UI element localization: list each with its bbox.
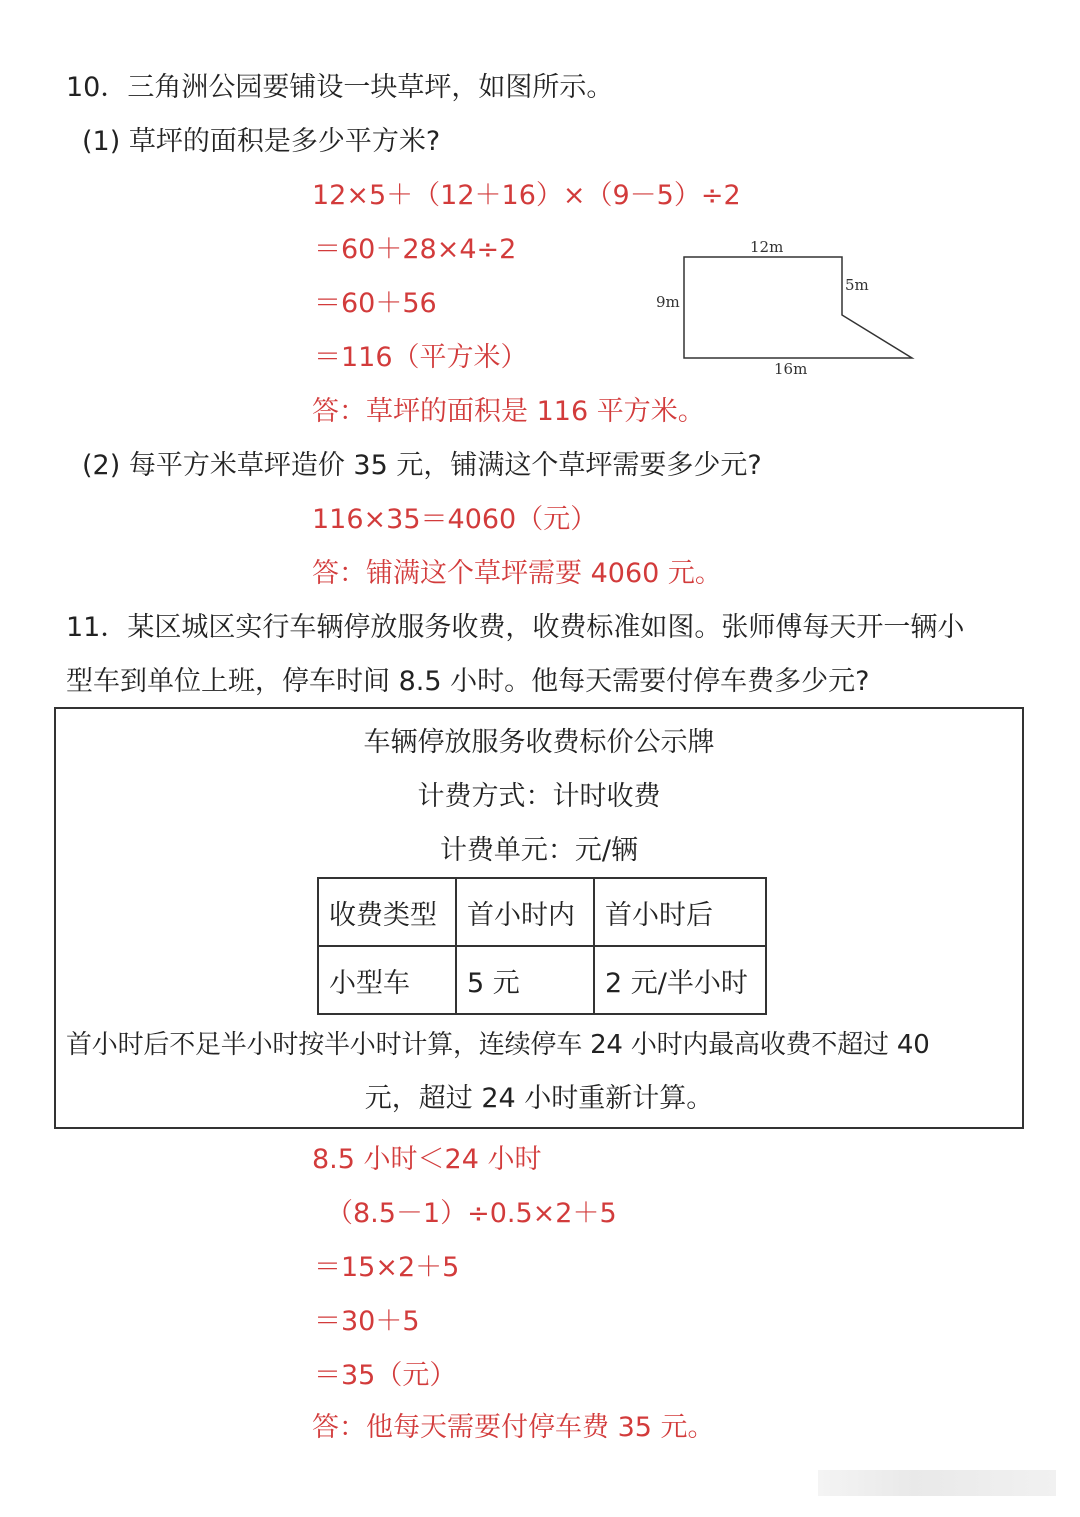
watermark-blur — [818, 1470, 1056, 1496]
notice-title: 车辆停放服务收费标价公示牌 — [363, 727, 715, 758]
table-cell: 2 元/半小时 — [594, 946, 766, 1014]
q10-part1-question: (1) 草坪的面积是多少平方米? — [82, 126, 441, 157]
notice-note-line1: 首小时后不足半小时按半小时计算，连续停车 24 小时内最高收费不超过 40 — [66, 1030, 930, 1060]
notice-method: 计费方式：计时收费 — [417, 781, 661, 812]
q10-part1-answer: 答：草坪的面积是 116 平方米。 — [312, 396, 705, 427]
q11-step-2: （8.5－1）÷0.5×2＋5 — [326, 1198, 617, 1229]
notice-unit: 计费单元：元/辆 — [439, 835, 639, 866]
header-cell: 首小时后 — [594, 878, 766, 946]
dim-right-label: 5m — [845, 276, 869, 294]
q10-step-1: 12×5＋（12＋16）×（9－5）÷2 — [312, 180, 741, 211]
q11-step-3: ＝15×2＋5 — [314, 1252, 460, 1283]
q10-part2-answer: 答：铺满这个草坪需要 4060 元。 — [312, 558, 722, 589]
dim-top-label: 12m — [750, 238, 784, 256]
header-cell: 收费类型 — [318, 878, 456, 946]
dim-bottom-label: 16m — [774, 360, 808, 378]
table-cell: 小型车 — [318, 946, 456, 1014]
q11-step-1: 8.5 小时＜24 小时 — [312, 1144, 542, 1175]
table-row — [318, 946, 766, 1014]
dim-left-label: 9m — [656, 293, 680, 311]
notice-note-line2: 元，超过 24 小时重新计算。 — [364, 1083, 714, 1114]
fee-table — [317, 877, 767, 1015]
q10-part2-step: 116×35＝4060（元） — [312, 504, 598, 535]
q11-step-4: ＝30＋5 — [314, 1306, 420, 1337]
q11-stem-line2: 型车到单位上班，停车时间 8.5 小时。他每天需要付停车费多少元? — [66, 666, 870, 697]
lawn-shape — [684, 257, 912, 358]
table-row — [318, 878, 766, 946]
q10-step-3: ＝60＋56 — [314, 288, 437, 319]
fee-notice-board — [54, 707, 1024, 1129]
header-cell: 首小时内 — [456, 878, 594, 946]
table-cell: 5 元 — [456, 946, 594, 1014]
q11-step-5: ＝35（元） — [314, 1360, 457, 1391]
q10-step-4: ＝116（平方米） — [314, 342, 528, 373]
q11-answer: 答：他每天需要付停车费 35 元。 — [312, 1412, 715, 1443]
q11-stem-line1: 11．某区城区实行车辆停放服务收费，收费标准如图。张师傅每天开一辆小 — [66, 612, 965, 643]
lawn-figure — [640, 230, 930, 380]
q10-stem: 10．三角洲公园要铺设一块草坪，如图所示。 — [66, 72, 614, 103]
q10-step-2: ＝60＋28×4÷2 — [314, 234, 517, 265]
q10-part2-question: (2) 每平方米草坪造价 35 元，铺满这个草坪需要多少元? — [82, 450, 762, 481]
